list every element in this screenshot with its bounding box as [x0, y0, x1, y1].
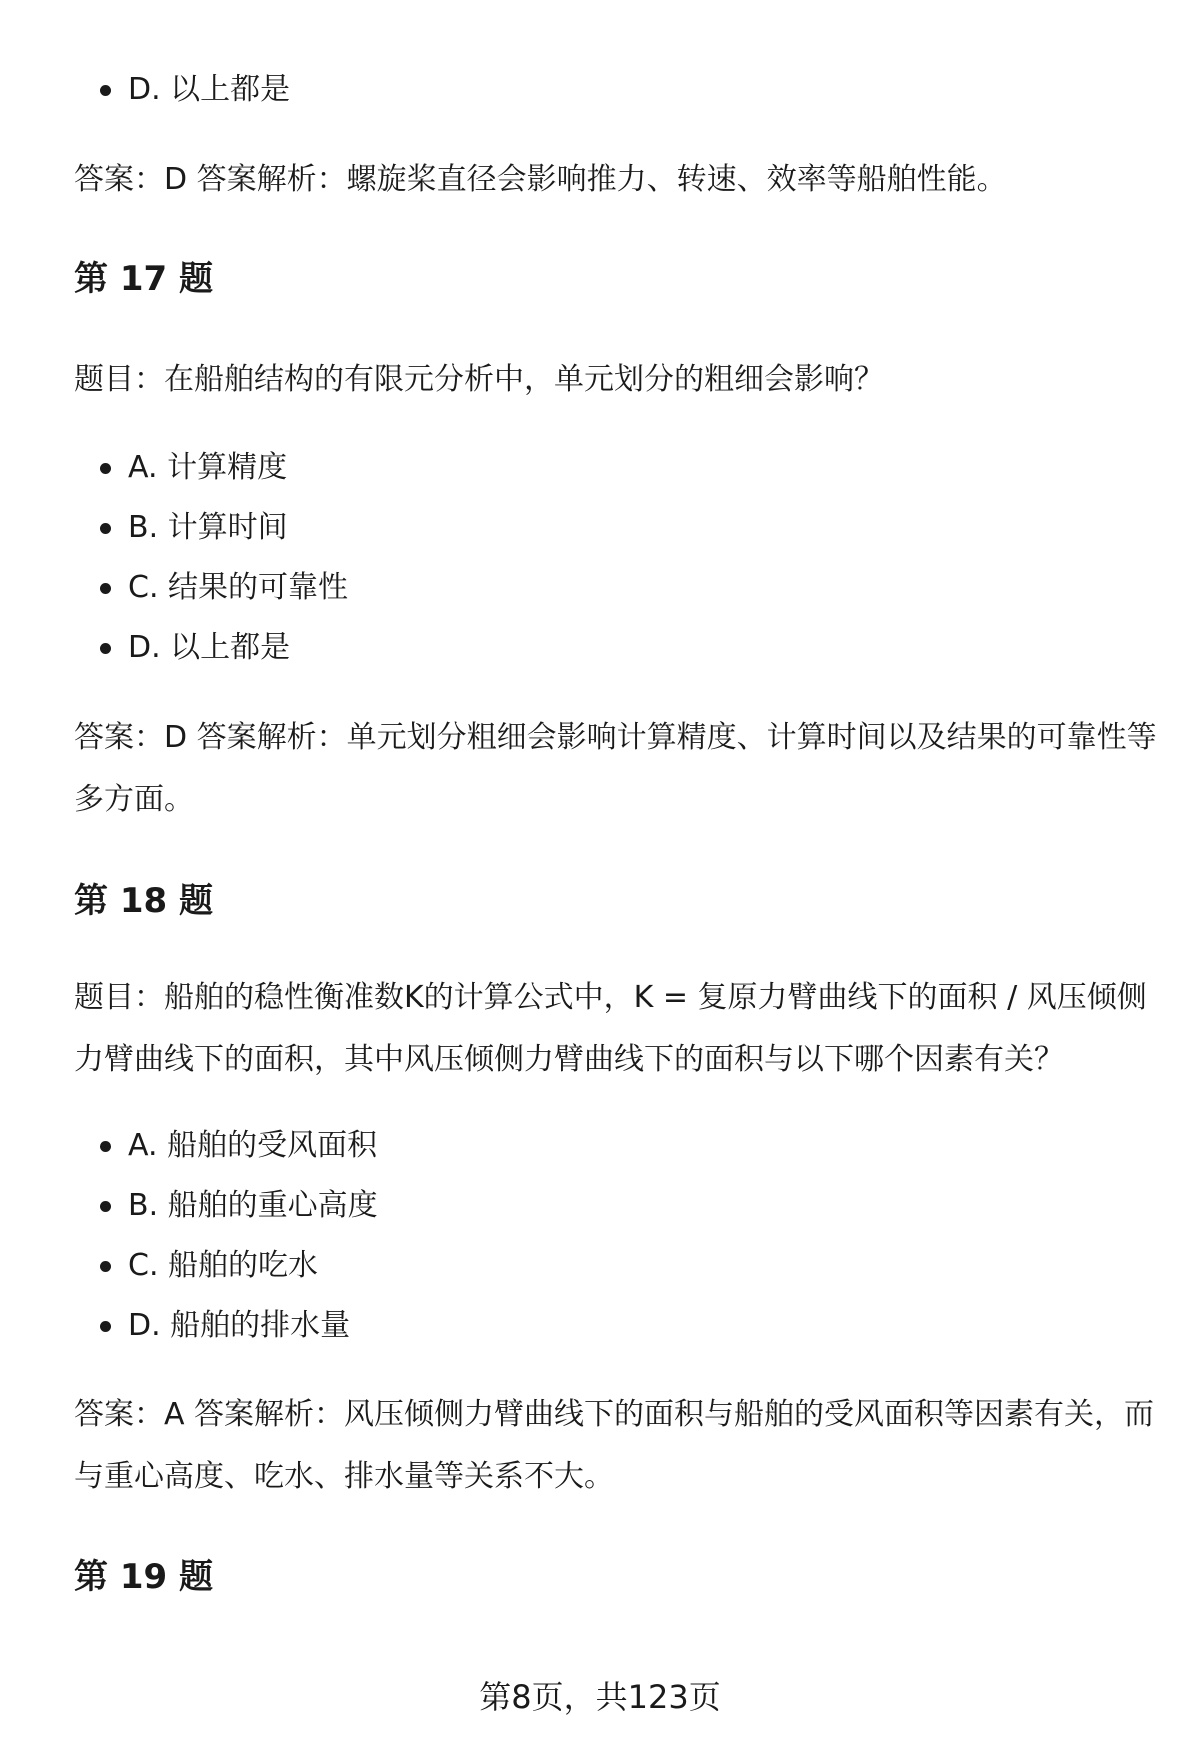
option-label: A. 船舶的受风面积 [128, 1128, 378, 1163]
bullet-dot [100, 583, 111, 594]
page-number: 第8页，共123页 [479, 1678, 721, 1716]
question-stem: 题目：在船舶结构的有限元分析中，单元划分的粗细会影响？ [74, 362, 884, 397]
option-label: B. 计算时间 [128, 510, 288, 545]
bullet-dot [100, 1201, 111, 1212]
bullet-dot [100, 523, 111, 534]
answer-text: 答案：D 答案解析：单元划分粗细会影响计算精度、计算时间以及结果的可靠性等 [74, 720, 1157, 755]
option-label: C. 结果的可靠性 [128, 570, 349, 605]
option-label: D. 以上都是 [128, 72, 291, 107]
answer-text-continued: 多方面。 [74, 782, 194, 817]
answer-text: 答案：D 答案解析：螺旋桨直径会影响推力、转速、效率等船舶性能。 [74, 162, 1007, 197]
question-stem: 题目：船舶的稳性衡准数K的计算公式中，K = 复原力臂曲线下的面积 / 风压倾侧 [74, 980, 1147, 1015]
bullet-dot [100, 643, 111, 654]
option-label: A. 计算精度 [128, 450, 288, 485]
option-label: D. 以上都是 [128, 630, 291, 665]
option-label: D. 船舶的排水量 [128, 1308, 351, 1343]
bullet-dot [100, 85, 111, 96]
bullet-dot [100, 1321, 111, 1332]
option-label: C. 船舶的吃水 [128, 1248, 319, 1283]
question-heading: 第 18 题 [74, 881, 213, 921]
question-stem-continued: 力臂曲线下的面积，其中风压倾侧力臂曲线下的面积与以下哪个因素有关？ [74, 1042, 1064, 1077]
bullet-dot [100, 1261, 111, 1272]
question-heading: 第 17 题 [74, 259, 213, 299]
answer-text: 答案：A 答案解析：风压倾侧力臂曲线下的面积与船舶的受风面积等因素有关，而 [74, 1397, 1155, 1432]
question-heading: 第 19 题 [74, 1557, 213, 1597]
bullet-dot [100, 1141, 111, 1152]
option-label: B. 船舶的重心高度 [128, 1188, 378, 1223]
bullet-dot [100, 463, 111, 474]
answer-text-continued: 与重心高度、吃水、排水量等关系不大。 [74, 1459, 614, 1494]
